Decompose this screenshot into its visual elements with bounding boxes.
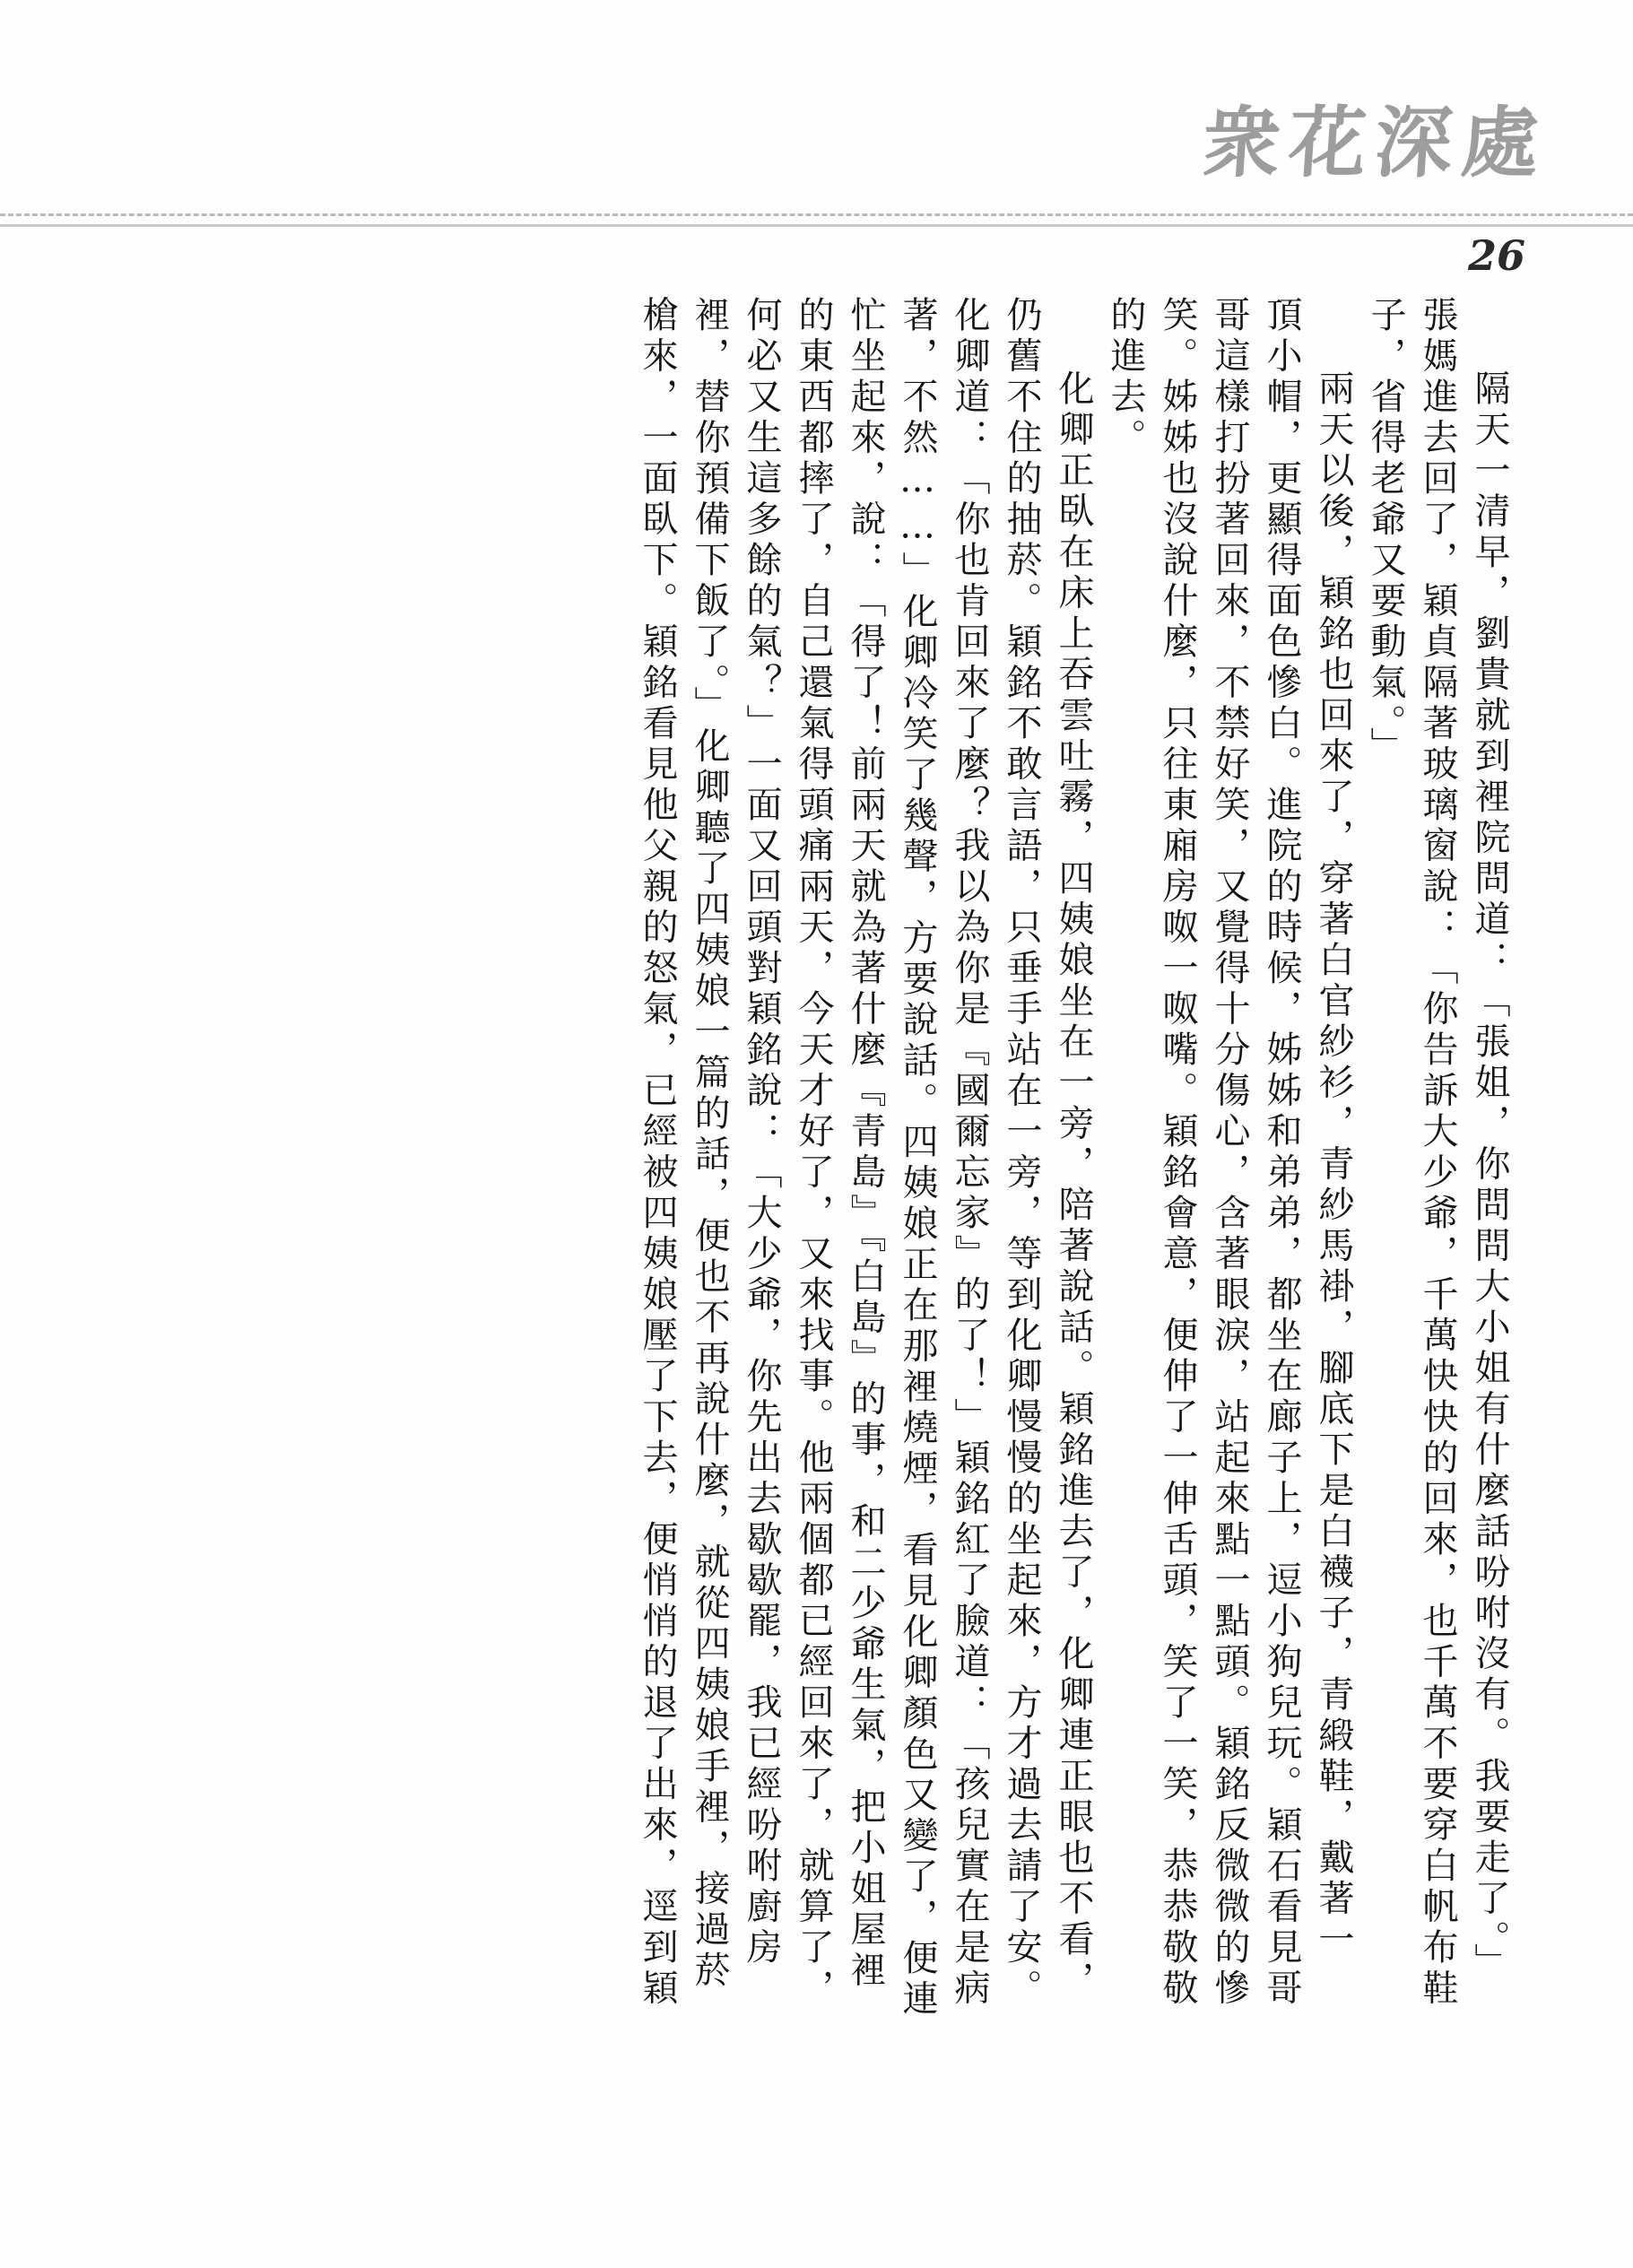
header-dashed-rule: [0, 213, 1633, 216]
text-column: 槍來，一面臥下。穎銘看見他父親的怒氣，已經被四姨娘壓了下去，便悄悄的退了出來，逕到穎: [637, 296, 678, 2010]
text-column: 化卿正臥在床上吞雲吐霧，四姨娘坐在一旁，陪著說話。穎銘進去了，化卿連正眼也不看，: [1053, 369, 1094, 2002]
text-column: 化卿道：「你也肯回來了麼？我以為你是『國爾忘家』的了！」穎銘紅了臉道：「孩兒實在是病: [949, 296, 990, 2010]
page-header: [0, 0, 1633, 278]
text-column: 忙坐起來，說：「得了！前兩天就為著什麼『青島』『白島』的事，和二少爺生氣，把小姐屋裡: [845, 296, 886, 1992]
text-column: 笑。姊姊也沒說什麼，只往東廂房呶一呶嘴。穎銘會意，便伸了一伸舌頭，笑了一笑，恭恭敬敬: [1157, 296, 1198, 2010]
book-title: 衆花深處: [1199, 98, 1551, 188]
text-column: 頂小帽，更顯得面色慘白。進院的時候，姊姊和弟弟，都坐在廊子上，逗小狗兒玩。穎石看見哥: [1261, 296, 1302, 2010]
text-column: 的進去。: [1105, 296, 1146, 459]
text-column: 兩天以後，穎銘也回來了，穿著白官紗衫，青紗馬褂，腳底下是白襪子，青緞鞋，戴著一: [1313, 369, 1354, 1961]
text-column: 子，省得老爺又要動氣。」: [1365, 296, 1406, 768]
text-column: 哥這樣打扮著回來，不禁好笑，又覺得十分傷心，含著眼淚，站起來點一點頭。穎銘反微微的慘: [1209, 296, 1250, 2010]
text-column: 的東西都摔了，自己還氣得頭痛兩天，今天才好了，又來找事。他兩個都已經回來了，就算了，: [793, 296, 834, 2010]
header-solid-rule: [0, 224, 1633, 227]
text-column: 隔天一清早，劉貴就到裡院問道：「張姐，你問問大小姐有什麼話吩咐沒有。我要走了。」: [1469, 369, 1510, 1984]
vertical-text-body: [135, 296, 1510, 2160]
text-column: 張媽進去回了，穎貞隔著玻璃窗說：「你告訴大少爺，千萬快快的回來，也千萬不要穿白帆布鞋: [1417, 296, 1458, 2010]
text-column: 著，不然……」化卿冷笑了幾聲，方要說話。四姨娘正在那裡燒煙，看見化卿顏色又變了，便連: [897, 296, 938, 2020]
text-column: 裡，替你預備下飯了。」化卿聽了四姨娘一篇的話，便也不再說什麼，就從四姨娘手裡，接過菸: [689, 296, 730, 1992]
page-number: 26: [1467, 231, 1525, 280]
text-column: 仍舊不住的抽菸。穎銘不敢言語，只垂手站在一旁，等到化卿慢慢的坐起來，方才過去請了安。: [1001, 296, 1042, 2010]
text-column: 何必又生這多餘的氣？」一面又回頭對穎銘說：「大少爺，你先出去歇歇罷，我已經吩咐廚房: [741, 296, 782, 1969]
